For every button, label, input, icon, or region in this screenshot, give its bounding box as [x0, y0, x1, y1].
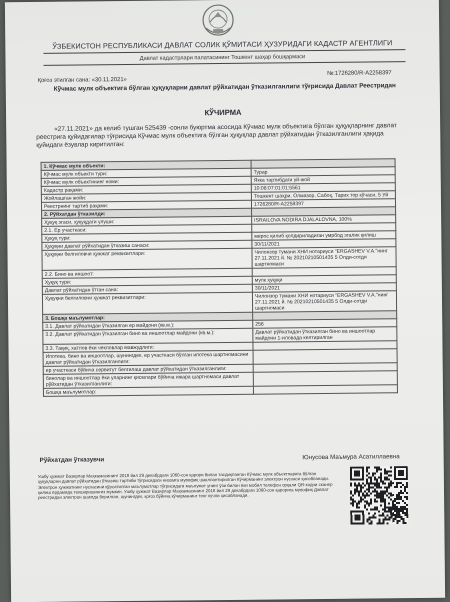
row-label: Реестрнинг тартиб рақами: — [41, 200, 251, 210]
row-value — [253, 371, 397, 387]
row-label: 2.2. Бино ва иншоот: — [42, 268, 252, 278]
registry-table — [41, 158, 398, 397]
state-emblem-icon — [198, 2, 238, 38]
row-label: Бошқа маълумотлар: — [43, 386, 253, 396]
row-value: мулк ҳуқуқи — [252, 275, 396, 285]
row-value: 1726280/R-A2258397 — [251, 199, 395, 209]
row-value: 30/11/2021 — [252, 283, 396, 293]
row-value: 10:08:07:01:01:5561 — [251, 183, 395, 193]
intro-paragraph: «27.11.2021» да келиб тушган 525439 -сонли буюртма асосида Кўчмас мулк объектига бўлган ҳуқуқларнинг давлат реестрига қуйидагилар тўғрисида Кўчмас мулк объектига бўлган ҳуқуқлар давлат рўйхатидан ўтказилганлиги ҳақида қуйидаги ёзувлар киритилган: — [36, 122, 397, 150]
row-label: 2.1. Ер участкаси: — [42, 224, 252, 234]
row-label: Ҳуқуқ эгаси, ҳуқуқдаги улуши: — [42, 216, 252, 226]
row-value: Чилонзор тумани ХНИ нотариуси "ERGASHEV V.A."нинг 27.11.2021 й. № 20210210501435 5 Олди-сотди шартномаси — [252, 291, 396, 313]
document-page — [5, 0, 445, 602]
row-label: Кўчмас мулк объектининг номи: — [41, 176, 251, 186]
row-label: бинолар ва иншоотлар ёки уларнинг қисмлари бўйича ижара шартномаси давлат рўйхатидан ўтказилганлиги: — [43, 372, 253, 388]
qr-code[interactable] — [350, 466, 409, 525]
row-value: Чилонзор тумани ХНИ нотариуси "ERGASHEV V.A."нинг 27.11.2021 й. № 20210210501435 5 Олди-сотди шартномаси — [252, 247, 396, 269]
row-value: 256 — [253, 319, 397, 329]
row-label: Давлат рўйхатидан ўтган сана: — [42, 284, 252, 294]
document-title: Кўчмас мулк объектига бўлган ҳуқуқларни давлат рўйхатидан ўтказилганлиги тўғрисида Давлат Реестридан — [53, 82, 396, 93]
row-value: мерос қилиб қолдириладиган умрбод эгалик қилиш — [252, 231, 396, 241]
registry-number: №:1726280/R-A2258397 — [327, 70, 392, 77]
row-label: 3.1. Давлат рўйхатидан ўтказилган ер майдони (кв.м.): — [43, 320, 253, 330]
agency-name: ЎЗБЕКИСТОН РЕСПУБЛИКАСИ ДАВЛАТ СОЛИК ҚЎМИТАСИ ҲУЗУРИДАГИ КАДАСТР АГЕНТЛИГИ — [52, 38, 393, 51]
row-value: Давлат рўйхатидан ўтказилган бино ва иншоотлар майдони 1-иловада келтирилган — [253, 327, 397, 343]
request-date: Қоғоз этилган сана: «30.11.2021» — [37, 77, 127, 84]
row-value: Яккa тартибдаги уй-жой — [251, 175, 395, 185]
row-label: 2. Рўйхатдан ўтказилди: — [42, 208, 252, 218]
row-label: Ипотека, бино ва иншоотлар, шунингдек, ер участкаси бўлган ипотека шартномасини давлат рўйхатидан ўтказилганлиги: — [43, 350, 253, 366]
row-label: Кўчмас мулк объекти тури: — [41, 168, 251, 178]
row-value: Турар — [251, 167, 395, 177]
row-label: 1. Кўчмас мулк объекти: — [41, 160, 251, 170]
legal-footnote: Ушбу ҳужжат Вазирлар Маҳкамасининг 2018 йил 29 декабрдаги 1060-сон қарори билан тасдиқланган Кўчмас мулк объектларига бўлган ҳуқуқларни давлат рўйхатидан ўтказиш тартиби тўғрисидаги низомга мувофиқ шакллантирилган Кўчирманинг электрон нусхаси ҳисобланади. Электрон ҳужжатнинг нусхасини қўрсатилган маълумотлар тўғрисидаги маълумот унинг ўзи билан ёки мобил телефон орқали QR-кодни сканер қилиш ёрдамида текширишингиз мумкин. Ушбу ҳужжат Вазирлар Маҳкамасининг 2018 йил 29 декабрдаги 1060-сон қарорига мувофиқ Давлат реестридан электрон шаклда берилган, шунингдек, қоғоз бўйича кўчирманинг тенг кучли ҳисобланади. — [37, 471, 333, 501]
row-value: Тошкент шаҳри, Олмазор, Сабоҳ, Тарих тор кўчаси, 5 Уй — [251, 191, 395, 201]
row-label: Жойлашган жойи: — [41, 192, 251, 202]
row-label: ер участкаси бўйича сервитут белгилаш давлат рўйхатидан ўтказилганлиги: — [43, 364, 253, 374]
document-subtitle: КЎЧИРМА — [204, 107, 242, 118]
registrar-label: Рўйхатдан ўтказувчи — [39, 456, 105, 464]
registrar-name: Юнусова Маъмура Асатиллаевна — [302, 453, 400, 462]
row-label: 3.2. Давлат рўйхатидан ўтказилган бино ва иншоотлар майдони (кв.м.): — [43, 328, 253, 344]
row-label: Ҳуқуқни белгиловчи ҳужжат реквизитлари: — [42, 292, 252, 314]
row-label: 3. Бошқа маълумотлар: — [43, 312, 253, 322]
row-value — [253, 385, 397, 395]
row-label: Ҳуқуқни белгиловчи ҳужжат реквизитлари: — [42, 248, 252, 270]
department-name: Давлат кадастрлари палатасининг Тошкент шаҳар бошқармаси — [139, 54, 306, 62]
row-label: Ҳуқуқ тури: — [42, 276, 252, 286]
row-value: ISRAILOVA NODIRA DJALALOVNA, 100% — [252, 215, 396, 225]
row-value — [253, 349, 397, 365]
row-label: 3.3. Тақиқ, хатлов ёки чекловлар мавжудлиги: — [43, 342, 253, 352]
row-label: Ҳуқуқ тури: — [42, 232, 252, 242]
row-label: Ҳуқуқни давлат рўйхатидан ўтказиш санаси: — [42, 240, 252, 250]
row-value: 30/11/2021 — [252, 239, 396, 249]
row-label: Кадастр рақами: — [41, 184, 251, 194]
